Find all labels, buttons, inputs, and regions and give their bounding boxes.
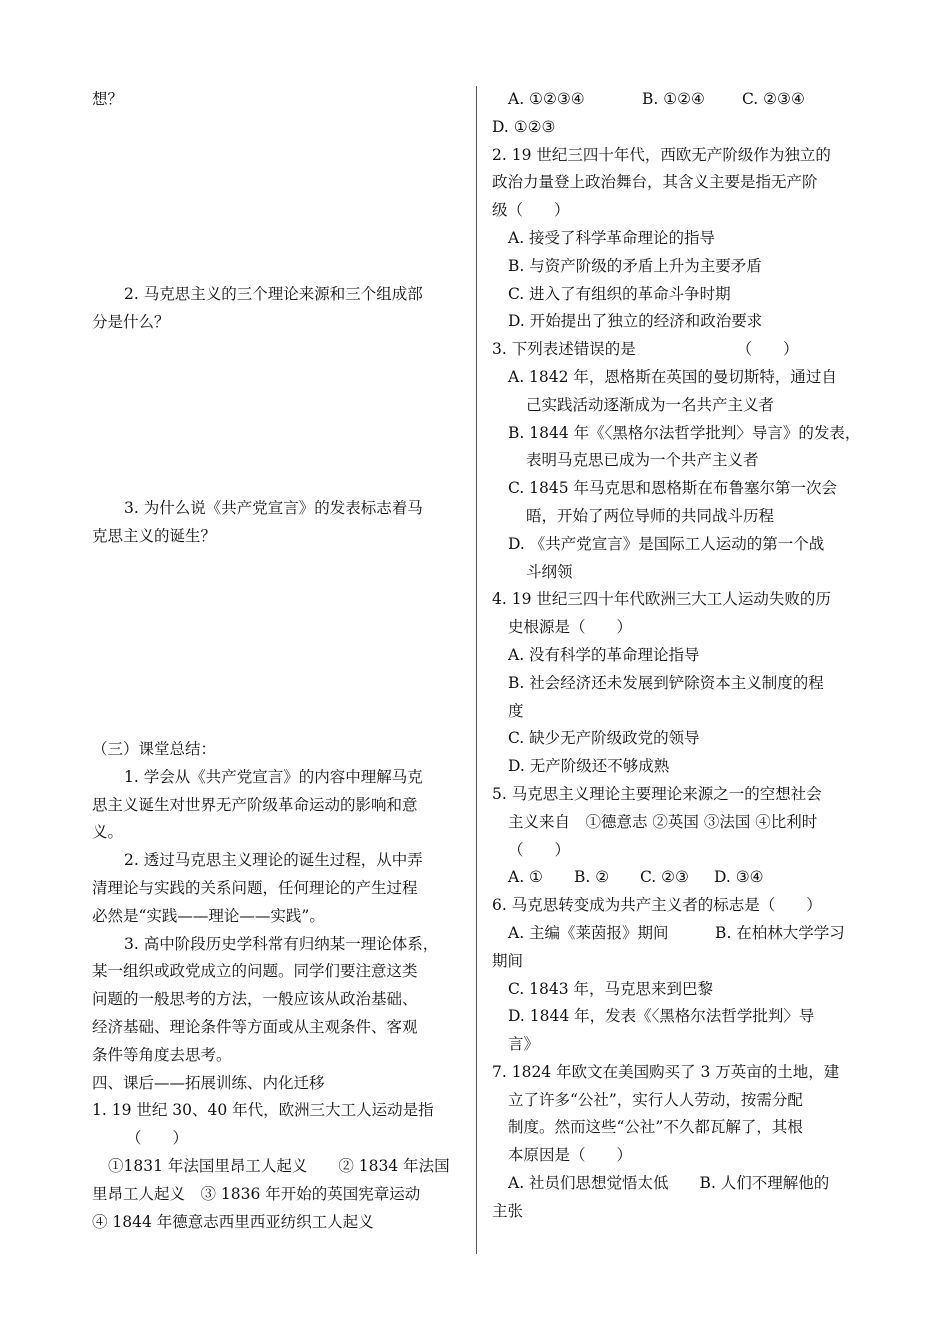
option-b: B. 社会经济还未发展到铲除资本主义制度的程 — [508, 673, 824, 692]
option-b: B. 与资产阶级的矛盾上升为主要矛盾 — [508, 256, 762, 275]
option-c: C. 1843 年，马克思来到巴黎 — [508, 979, 714, 998]
right-column — [492, 86, 860, 1226]
option-d: D. 《共产党宣言》是国际工人运动的第一个战 — [508, 534, 825, 553]
option-b: B. ② — [574, 868, 610, 887]
left-column — [92, 86, 458, 1236]
option-d: D. 1844 年，发表《〈黑格尔法哲学批判〉导 — [508, 1007, 815, 1026]
summary-heading: （三）课堂总结： — [92, 739, 217, 758]
option-a: A. ①②③④ — [508, 90, 585, 108]
exercise-1-options — [492, 86, 860, 114]
option-a: A. 接受了科学革命理论的指导 — [508, 228, 716, 247]
option-c: C. 进入了有组织的革命斗争时期 — [508, 284, 731, 303]
option-a: A. 1842 年，恩格斯在英国的曼切斯特，通过自 — [508, 367, 837, 386]
option-c: C. ②③ — [640, 868, 689, 887]
option-a-b: A. 社员们思想觉悟太低 B. 人们不理解他的 — [508, 1174, 830, 1193]
exercise-7: 7. 1824 年欧文在美国购买了 3 万英亩的土地，建 立了许多“公社”，实行人人劳动，按需分配 制度。然而这些“公社”不久都瓦解了，其根 本原因是（ ） A. 社员们思想觉悟太低 B. 人们不理解他的 主张 — [492, 1059, 860, 1226]
option-d: D. ①②③ — [492, 117, 556, 136]
option-a: A. ① — [508, 868, 543, 887]
option-a: A. 没有科学的革命理论指导 — [508, 645, 700, 664]
option-c: C. 缺少无产阶级政党的领导 — [508, 729, 700, 748]
summary-point-3: 3. 高中阶段历史学科常有归纳某一理论体系， 某一组织或政党成立的问题。同学们要注意这类 问题的一般思考的方法，一般应该从政治基础、 经济基础、理论条件等方面或从主观条件、客观 条件等角度去思考。 — [92, 934, 439, 1064]
summary-point-2: 2. 透过马克思主义理论的诞生过程，从中弄 清理论与实践的关系问题，任何理论的产生过程 必然是“实践——理论——实践”。 — [92, 851, 423, 925]
option-b: B. 1844 年《〈黑格尔法哲学批判〉导言》的发表， — [508, 423, 861, 442]
option-d: D. 开始提出了独立的经济和政治要求 — [508, 312, 763, 331]
option-a-b: A. 主编《莱茵报》期间 B. 在柏林大学学习 — [508, 923, 845, 942]
exercise-5: 5. 马克思主义理论主要理论来源之一的空想社会 主义来自 ①德意志 ②英国 ③法国 ④比利时 （ ） A. ① B. ② C. ②③ D. ③④ — [492, 781, 860, 892]
text-line: 想？ — [92, 90, 124, 108]
exercise-3: 3. 下列表述错误的是 （ ） A. 1842 年，恩格斯在英国的曼切斯特，通过自 己实践活动逐渐成为一名共产主义者 B. 1844 年《〈黑格尔法哲学批判〉导言》的发表， 表明马克思已成为一个共产主义者 C. 1845 年马克思和恩格斯在布鲁塞尔第一次会 晤，开始了两位导师的共同战斗历程 D. 《共产党宣言》是国际工人运动的第一个战 斗纲领 — [492, 340, 861, 581]
exercise-1: 1. 19 世纪 30、40 年代，欧洲三大工人运动是指 （ ） ①1831 年法国里昂工人起义 ② 1834 年法国 里昂工人起义 ③ 1836 年开始的英国宪章运动 ④ 1844 年德意志西里西亚纺织工人起义 — [92, 1101, 450, 1231]
question-2: 2. 马克思主义的三个理论来源和三个组成部 分是什么？ — [92, 284, 423, 331]
section-4-heading: 四、课后——拓展训练、内化迁移 — [92, 1073, 325, 1092]
option-d: D. 无产阶级还不够成熟 — [508, 757, 670, 776]
summary-point-1: 1. 学会从《共产党宣言》的内容中理解马克 思主义诞生对世界无产阶级革命运动的影响和意 义。 — [92, 767, 423, 842]
column-divider — [476, 86, 477, 1254]
exercise-2: 2. 19 世纪三四十年代，西欧无产阶级作为独立的 政治力量登上政治舞台，其含义主要是指无产阶 级（ ） A. 接受了科学革命理论的指导 B. 与资产阶级的矛盾上升为主要矛盾 C. 进入了有组织的革命斗争时期 D. 开始提出了独立的经济和政治要求 — [492, 142, 860, 337]
exercise-5-options — [492, 864, 860, 892]
question-3: 3. 为什么说《共产党宣言》的发表标志着马 克思主义的诞生？ — [92, 499, 423, 546]
option-c: C. ②③④ — [742, 90, 805, 108]
option-b: B. ①②④ — [642, 90, 705, 108]
option-c: C. 1845 年马克思和恩格斯在布鲁塞尔第一次会 — [508, 479, 838, 498]
exercise-4: 4. 19 世纪三四十年代欧洲三大工人运动失败的历 史根源是（ ） A. 没有科学的革命理论指导 B. 社会经济还未发展到铲除资本主义制度的程 度 C. 缺少无产阶级政党的领导 D. 无产阶级还不够成熟 — [492, 586, 860, 781]
option-d: D. ③④ — [714, 868, 764, 887]
exercise-6: 6. 马克思转变成为共产主义者的标志是（ ） A. 主编《莱茵报》期间 B. 在柏林大学学习 期间 C. 1843 年，马克思来到巴黎 D. 1844 年，发表《〈黑格尔法哲学批判〉导 言》 — [492, 892, 860, 1059]
